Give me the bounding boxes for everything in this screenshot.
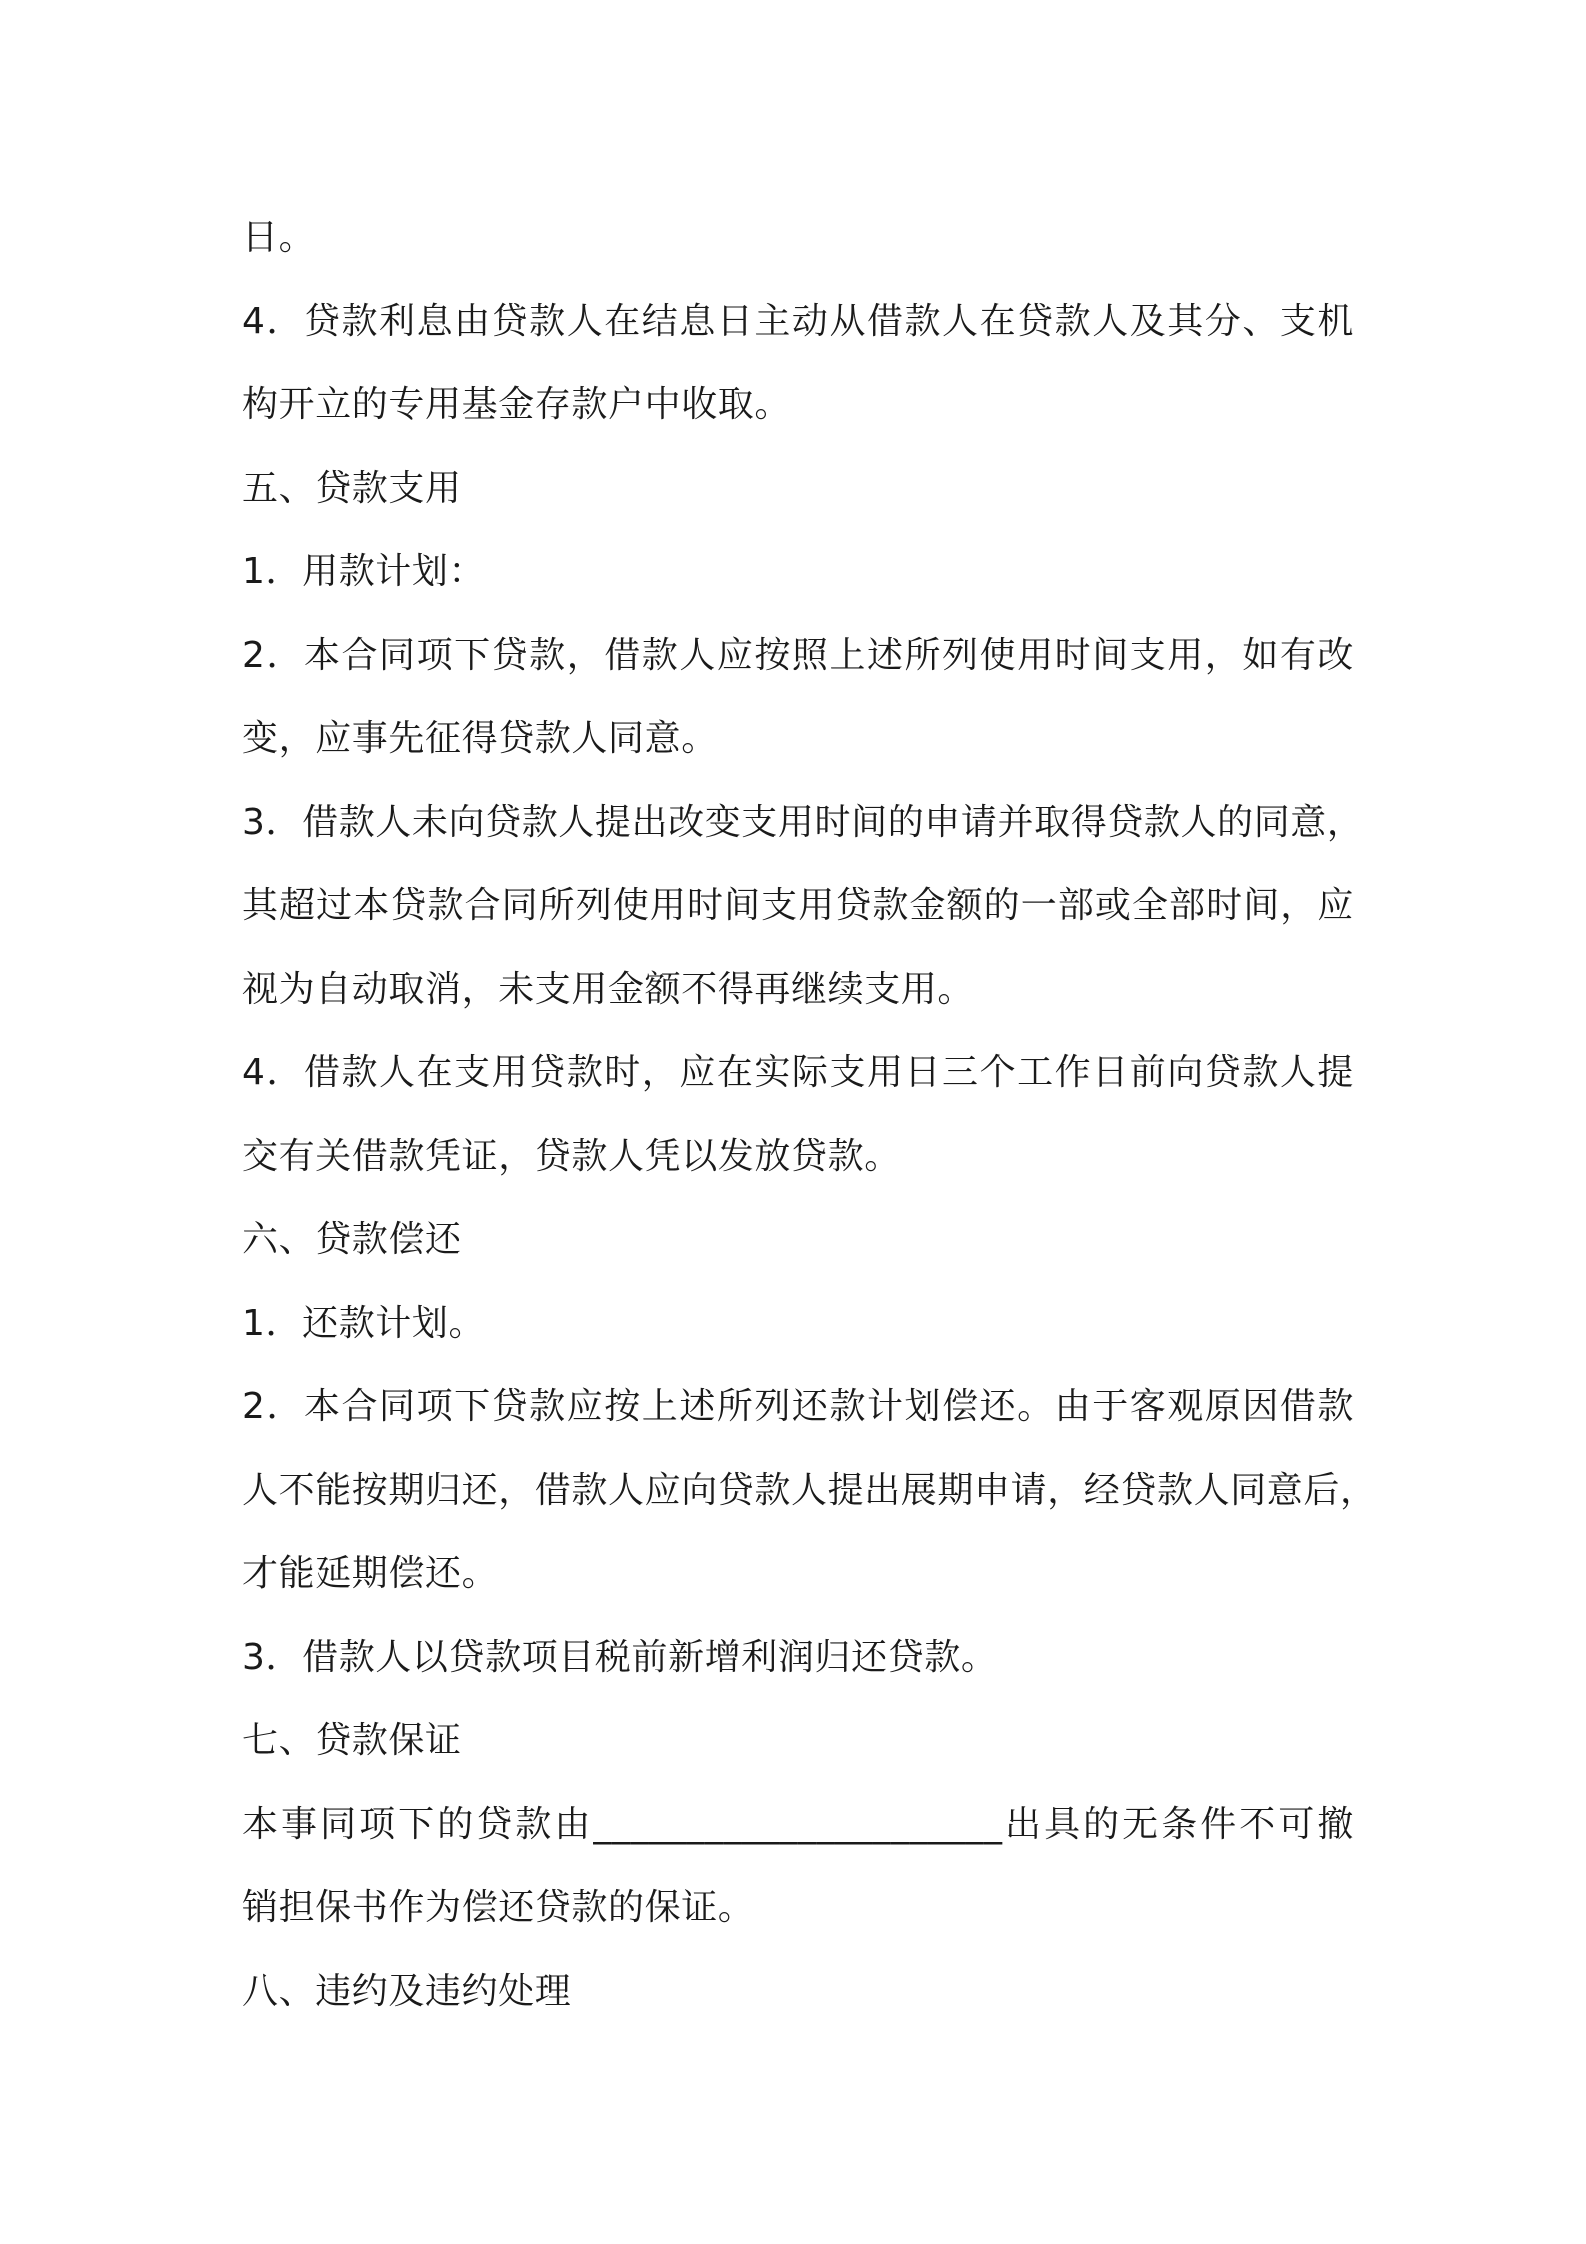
text-line: 其超过本贷款合同所列使用时间支用贷款金额的一部或全部时间，应 (242, 885, 1354, 926)
text-line: 交有关借款凭证，贷款人凭以发放贷款。 (242, 1135, 901, 1177)
section-heading: 五、贷款支用 (242, 467, 462, 509)
text-line: 本事同项下的贷款由______________________出具的无条件不可撤 (242, 1803, 1354, 1845)
document-body (242, 196, 1377, 2033)
text-line: 构开立的专用基金存款户中收取。 (242, 384, 792, 425)
text-line: 视为自动取消，未支用金额不得再继续支用。 (242, 968, 975, 1010)
text-line: 2．本合同项下贷款，借款人应按照上述所列使用时间支用，如有改 (242, 634, 1354, 676)
section-heading: 六、贷款偿还 (242, 1219, 462, 1260)
text-line: 日。 (242, 217, 316, 258)
section-heading: 七、贷款保证 (242, 1720, 462, 1761)
text-line: 2．本合同项下贷款应按上述所列还款计划偿还。由于客观原因借款 (242, 1386, 1354, 1427)
text-line: 才能延期偿还。 (242, 1553, 499, 1594)
text-line: 销担保书作为偿还贷款的保证。 (242, 1887, 755, 1928)
text-line: 1．还款计划。 (242, 1302, 486, 1344)
text-line: 3．借款人未向贷款人提出改变支用时间的申请并取得贷款人的同意， (242, 801, 1364, 843)
section-heading: 八、违约及违约处理 (242, 1970, 572, 2012)
text-line: 人不能按期归还，借款人应向贷款人提出展期申请，经贷款人同意后， (242, 1469, 1377, 1511)
text-line: 1．用款计划： (242, 551, 486, 592)
text-line: 4．贷款利息由贷款人在结息日主动从借款人在贷款人及其分、支机 (242, 300, 1354, 342)
text-line: 3．借款人以贷款项目税前新增利润归还贷款。 (242, 1636, 998, 1678)
text-line: 4．借款人在支用贷款时，应在实际支用日三个工作日前向贷款人提 (242, 1052, 1354, 1093)
text-line: 变，应事先征得贷款人同意。 (242, 718, 718, 759)
